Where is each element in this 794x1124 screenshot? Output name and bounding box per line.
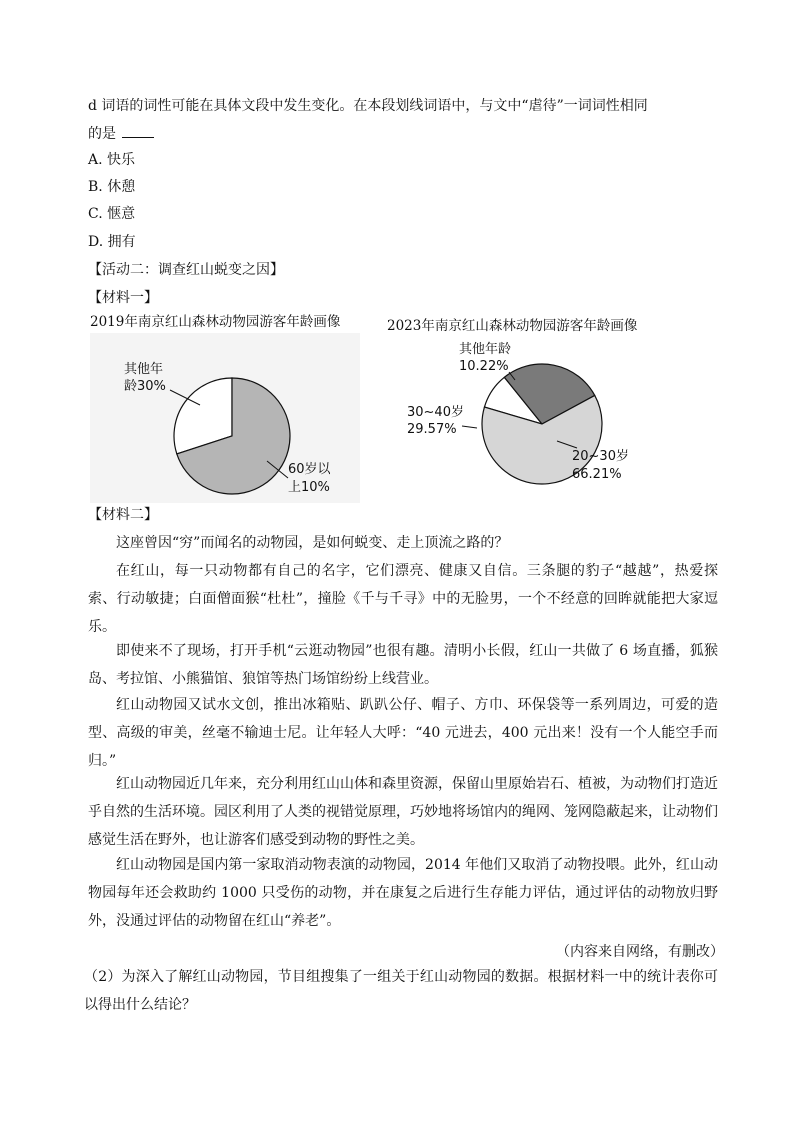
activity-heading: 【活动二：调查红山蜕变之因】	[88, 262, 284, 278]
paragraph-4: 红山动物园又试水文创，推出冰箱贴、趴趴公仔、帽子、方巾、环保袋等一系列周边，可爱的造型、高级的审美，丝毫不输迪士尼。让年轻人大呼：“40 元进去，400 元出来！没有一个人能空手而归。”	[88, 697, 718, 769]
option-c: C. 惬意	[88, 206, 136, 222]
option-a: A. 快乐	[88, 152, 136, 168]
chart-2-title: 2023年南京红山森林动物园游客年龄画像	[387, 318, 638, 334]
pie-chart-2019	[90, 333, 360, 503]
chart-2-label-3040-2: 29.57%	[407, 422, 457, 437]
chart-1-label-60-2: 上10%	[288, 480, 330, 495]
question-stem-2-text: 的是	[88, 126, 116, 142]
question-stem-2	[88, 125, 154, 143]
chart-1-label-other-1: 其他年	[124, 362, 164, 377]
paragraph-6: 红山动物园是国内第一家取消动物表演的动物园，2014 年他们又取消了动物投喂。此外，红山动物园每年还会救助约 1000 只受伤的动物，并在康复之后进行生存能力评估，通过评估的动物放归野外，没通过评估的动物留在红山“养老”。	[88, 857, 718, 929]
material-one-heading: 【材料一】	[88, 290, 158, 306]
option-d: D. 拥有	[88, 234, 136, 250]
chart-2-label-3040-1: 30~40岁	[407, 405, 464, 420]
paragraph-3: 即使来不了现场，打开手机“云逛动物园”也很有趣。清明小长假，红山一共做了 6 场直播，狐猴岛、考拉馆、小熊猫馆、狼馆等热门场馆纷纷上线营业。	[88, 643, 718, 687]
chart-2-label-2030-1: 20~30岁	[572, 449, 629, 464]
material-two-heading: 【材料二】	[88, 507, 158, 523]
chart-2-label-2030-2: 66.21%	[572, 467, 622, 482]
chart-2-label-other-1: 其他年龄	[459, 342, 512, 357]
paragraph-2: 在红山，每一只动物都有自己的名字，它们漂亮、健康又自信。三条腿的豹子“越越”，热爱探索、行动敏捷；白面僧面猴“杜杜”，撞脸《千与千寻》中的无脸男，一个不经意的回眸就能把大家逗乐。	[88, 563, 718, 635]
chart-2-leader-2	[462, 426, 477, 428]
chart-2	[387, 336, 657, 505]
source-note: （内容来自网络，有删改）	[556, 944, 724, 960]
chart-1-label-other-2: 龄30%	[124, 379, 166, 394]
paragraph-1: 这座曾因“穷”而闻名的动物园，是如何蜕变、走上顶流之路的？	[116, 535, 509, 551]
option-b: B. 休憩	[88, 179, 136, 195]
chart-2-label-other-2: 10.22%	[459, 359, 509, 374]
pie-chart-2023	[387, 336, 657, 501]
question-2: （2）为深入了解红山动物园，节目组搜集了一组关于红山动物园的数据。根据材料一中的统计表你可以得出什么结论？	[84, 969, 718, 1013]
answer-blank[interactable]	[122, 125, 154, 138]
question-stem: d 词语的词性可能在具体文段中发生变化。在本段划线词语中，与文中“虐待”一词词性相同	[88, 98, 648, 114]
chart-1	[90, 333, 360, 507]
chart-1-label-60-1: 60岁以	[288, 462, 331, 477]
chart-1-title: 2019年南京红山森林动物园游客年龄画像	[90, 314, 341, 330]
paragraph-5: 红山动物园近几年来，充分利用红山山体和森里资源，保留山里原始岩石、植被，为动物们打造近乎自然的生活环境。园区利用了人类的视错觉原理，巧妙地将场馆内的绳网、笼网隐蔽起来，让动物们感觉生活在野外，也让游客们感受到动物的野性之美。	[88, 776, 718, 848]
